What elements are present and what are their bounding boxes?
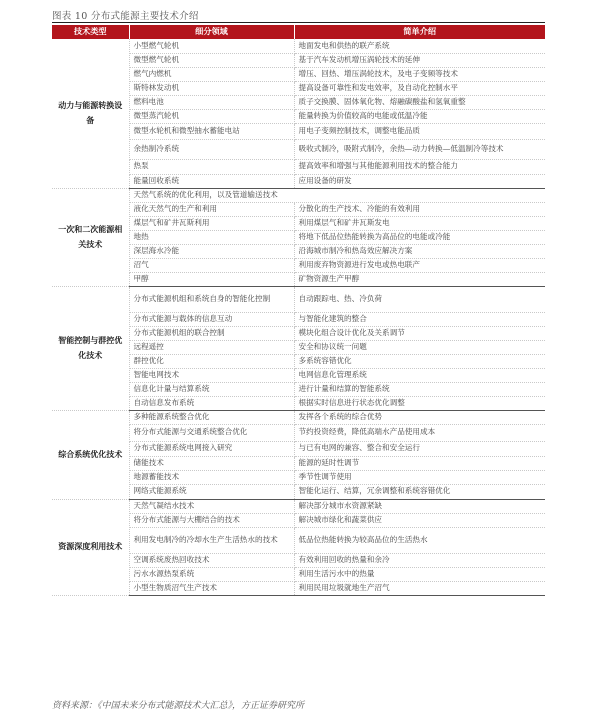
description-cell: 用电子变频控制技术，调整电能品质: [294, 123, 545, 139]
description-cell: 地面发电和供热的联产系统: [294, 39, 545, 53]
subfield-cell: 自动信息发布系统: [129, 396, 294, 410]
description-cell: 矿物资源生产甲醇: [294, 272, 545, 286]
subfield-cell: 天然气凝结水技术: [129, 499, 294, 513]
description-cell: 解决部分城市水资源紧缺: [294, 499, 545, 513]
subfield-cell: 小型燃气轮机: [129, 39, 294, 53]
subfield-cell: 群控优化: [129, 354, 294, 368]
subfield-cell: 信息化计量与结算系统: [129, 382, 294, 396]
table-body: [52, 39, 545, 595]
subfield-cell: 分布式能源机组和系统自身的智能化控制: [129, 286, 294, 312]
description-cell: 智能化运行、结算，冗余调整和系统容错优化: [294, 484, 545, 499]
subfield-cell: 燃料电池: [129, 95, 294, 109]
description-cell: 发挥各个系统的综合优势: [294, 410, 545, 424]
subfield-cell: 热泵: [129, 159, 294, 174]
category-cell: 智能控制与群控优化技术: [52, 286, 129, 410]
description-cell: 提高效率和增强与其他能源利用技术的整合能力: [294, 159, 545, 174]
subfield-cell: 微型水轮机和微型抽水蓄能电站: [129, 123, 294, 139]
description-cell: 增压、回热、增压涡轮技术，及电子变频等技术: [294, 67, 545, 81]
description-cell: 进行计量和结算的智能系统: [294, 382, 545, 396]
description-cell: 与智能化建筑的整合: [294, 312, 545, 326]
description-cell: 沿海城市制冷和热岛效应解决方案: [294, 244, 545, 258]
subfield-cell: 液化天然气的生产和利用: [129, 202, 294, 216]
header-tech-type: 技术类型: [52, 25, 129, 39]
category-cell: 一次和二次能源相关技术: [52, 188, 129, 286]
description-cell: 将地下低品位热能转换为高品位的电能或冷能: [294, 230, 545, 244]
subfield-cell: 分布式能源与载体的信息互动: [129, 312, 294, 326]
table-header-row: [52, 25, 545, 39]
subfield-cell: 微型燃气轮机: [129, 53, 294, 67]
subfield-cell: 燃气内燃机: [129, 67, 294, 81]
description-cell: 多系统容错优化: [294, 354, 545, 368]
subfield-cell: 斯特林发动机: [129, 81, 294, 95]
description-cell: 利用煤层气和矿井瓦斯发电: [294, 216, 545, 230]
description-cell: 节约投资经费，降低高端水产品使用成本: [294, 424, 545, 441]
category-cell: 资源深度利用技术: [52, 499, 129, 595]
subfield-cell: 沼气: [129, 258, 294, 272]
source-note: 资料来源：《中国未来分布式能源技术大汇总》，方正证券研究所: [52, 701, 305, 711]
subfield-cell: 网络式能源系统: [129, 484, 294, 499]
description-cell: 有效利用回收的热量和余冷: [294, 553, 545, 567]
category-cell: 综合系统优化技术: [52, 410, 129, 499]
subfield-cell: 智能电网技术: [129, 368, 294, 382]
subfield-cell: 小型生物质沼气生产技术: [129, 581, 294, 595]
description-cell: 安全和协议统一问题: [294, 340, 545, 354]
subfield-cell: 微型蒸汽轮机: [129, 109, 294, 123]
table-row: [52, 410, 545, 424]
header-subfield: 细分领域: [129, 25, 294, 39]
description-cell: 吸收式制冷，吸附式制冷，余热—动力转换—低温制冷等技术: [294, 139, 545, 159]
description-cell: 自动跟踪电、热、冷负荷: [294, 286, 545, 312]
subfield-cell: 能量回收系统: [129, 174, 294, 188]
header-description: 简单介绍: [294, 25, 545, 39]
subfield-cell: 分布式能源系统电网接入研究: [129, 441, 294, 456]
tech-table: [52, 25, 545, 596]
description-cell: 根据实时信息进行状态优化调整: [294, 396, 545, 410]
description-cell: 利用废弃物资源进行发电或热电联产: [294, 258, 545, 272]
subfield-cell: 煤层气和矿井瓦斯利用: [129, 216, 294, 230]
description-cell: 模块化组合设计优化及关系调节: [294, 326, 545, 340]
subfield-cell: 天然气系统的优化利用，以及管道输送技术: [129, 188, 545, 202]
description-cell: 应用设备的研发: [294, 174, 545, 188]
top-rule: [52, 22, 545, 23]
description-cell: 能源的延时性调节: [294, 456, 545, 470]
description-cell: 低品位热能转换为较高品位的生活热水: [294, 527, 545, 553]
subfield-cell: 远程遥控: [129, 340, 294, 354]
description-cell: 提高设备可靠性和发电效率，及自动化控制水平: [294, 81, 545, 95]
subfield-cell: 余热制冷系统: [129, 139, 294, 159]
description-cell: 利用民用垃圾就地生产沼气: [294, 581, 545, 595]
description-cell: 能量转换为价值较高的电能或低温冷能: [294, 109, 545, 123]
subfield-cell: 多种能源系统整合优化: [129, 410, 294, 424]
subfield-cell: 深层海水冷能: [129, 244, 294, 258]
subfield-cell: 地热: [129, 230, 294, 244]
subfield-cell: 利用发电制冷的冷却水生产生活热水的技术: [129, 527, 294, 553]
subfield-cell: 储能技术: [129, 456, 294, 470]
description-cell: 解决城市绿化和蔬菜供应: [294, 513, 545, 527]
table-row: [52, 39, 545, 53]
subfield-cell: 污水水源热泵系统: [129, 567, 294, 581]
category-cell: 动力与能源转换设备: [52, 39, 129, 188]
subfield-cell: 将分布式能源与交通系统整合优化: [129, 424, 294, 441]
description-cell: 利用生活污水中的热量: [294, 567, 545, 581]
description-cell: 季节性调节使用: [294, 470, 545, 484]
description-cell: 与已有电网的兼容、整合和安全运行: [294, 441, 545, 456]
table-row: [52, 188, 545, 202]
subfield-cell: 甲醇: [129, 272, 294, 286]
description-cell: 基于汽车发动机增压涡轮技术的延伸: [294, 53, 545, 67]
table-row: [52, 286, 545, 312]
subfield-cell: 地源蓄能技术: [129, 470, 294, 484]
description-cell: 分散化的生产技术、冷能的有效利用: [294, 202, 545, 216]
subfield-cell: 分布式能源机组的联合控制: [129, 326, 294, 340]
subfield-cell: 将分布式能源与大棚结合的技术: [129, 513, 294, 527]
figure-caption: 图表 10 分布式能源主要技术介绍: [52, 11, 199, 22]
description-cell: 质子交换膜、固体氧化物、熔融碳酸盐和氢氧重整: [294, 95, 545, 109]
description-cell: 电网信息化管理系统: [294, 368, 545, 382]
subfield-cell: 空调系统废热回收技术: [129, 553, 294, 567]
table-row: [52, 499, 545, 513]
